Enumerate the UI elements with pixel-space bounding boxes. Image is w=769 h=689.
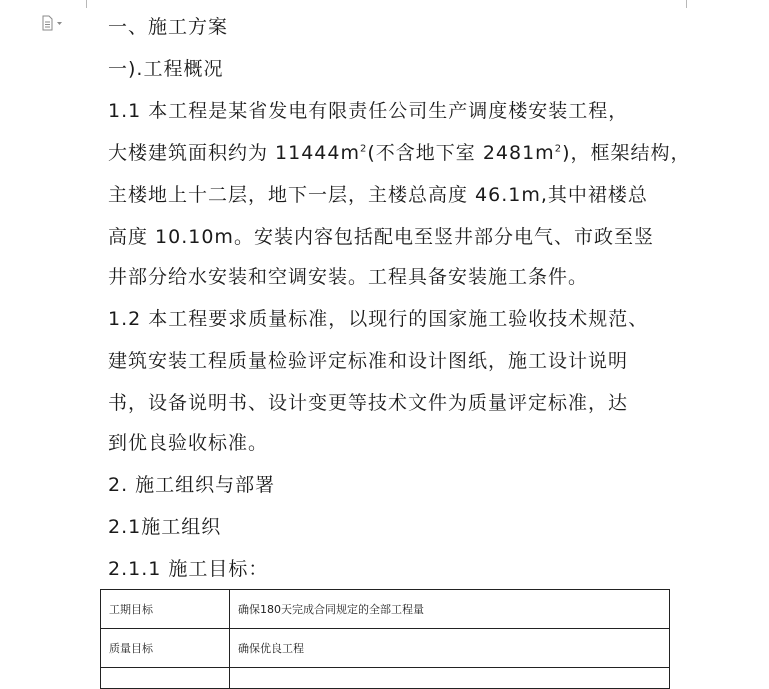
heading-construction-plan: 一、施工方案: [108, 16, 229, 38]
paragraph-1-2-line-4: 到优良验收标准。: [108, 432, 269, 454]
document-options-icon[interactable]: [42, 15, 66, 31]
table-cell-value: 确保180天完成合同规定的全部工程量: [230, 590, 670, 629]
table-cell-label: 质量目标: [101, 629, 230, 668]
paragraph-1-1-line-1: 1.1 本工程是某省发电有限责任公司生产调度楼安装工程，: [108, 100, 629, 122]
table-cell-label: [101, 668, 230, 689]
table-cell-label: 工期目标: [101, 590, 230, 629]
heading-construction-organization: 2.1施工组织: [108, 516, 222, 538]
heading-project-overview: 一).工程概况: [108, 58, 224, 80]
heading-construction-goals: 2.1.1 施工目标：: [108, 558, 269, 580]
paragraph-1-2-line-2: 建筑安装工程质量检验评定标准和设计图纸，施工设计说明: [108, 350, 629, 372]
table-cell-value: [230, 668, 670, 689]
table-row: [101, 629, 670, 668]
heading-organization-deployment: 2. 施工组织与部署: [108, 474, 276, 496]
paragraph-1-2-line-1: 1.2 本工程要求质量标准，以现行的国家施工验收技术规范、: [108, 308, 649, 330]
page-crop-mark-left: [86, 0, 87, 8]
table-cell-value: 确保优良工程: [230, 629, 670, 668]
construction-goals-table: [100, 589, 670, 689]
paragraph-1-2-line-3: 书，设备说明书、设计变更等技术文件为质量评定标准，达: [108, 392, 629, 414]
paragraph-1-1-line-4: 高度 10.10m。安装内容包括配电至竖井部分电气、市政至竖: [108, 226, 654, 248]
paragraph-1-1-line-3: 主楼地上十二层，地下一层，主楼总高度 46.1m,其中裙楼总: [108, 184, 648, 206]
table-row: [101, 590, 670, 629]
paragraph-1-1-line-2: 大楼建筑面积约为 $11444m^2$(不含地下室 $2481m^2$)，框架结构，: [108, 142, 691, 164]
paragraph-1-1-line-5: 井部分给水安装和空调安装。工程具备安装施工条件。: [108, 266, 589, 288]
table-row: [101, 668, 670, 689]
page-crop-mark-right: [686, 0, 687, 8]
